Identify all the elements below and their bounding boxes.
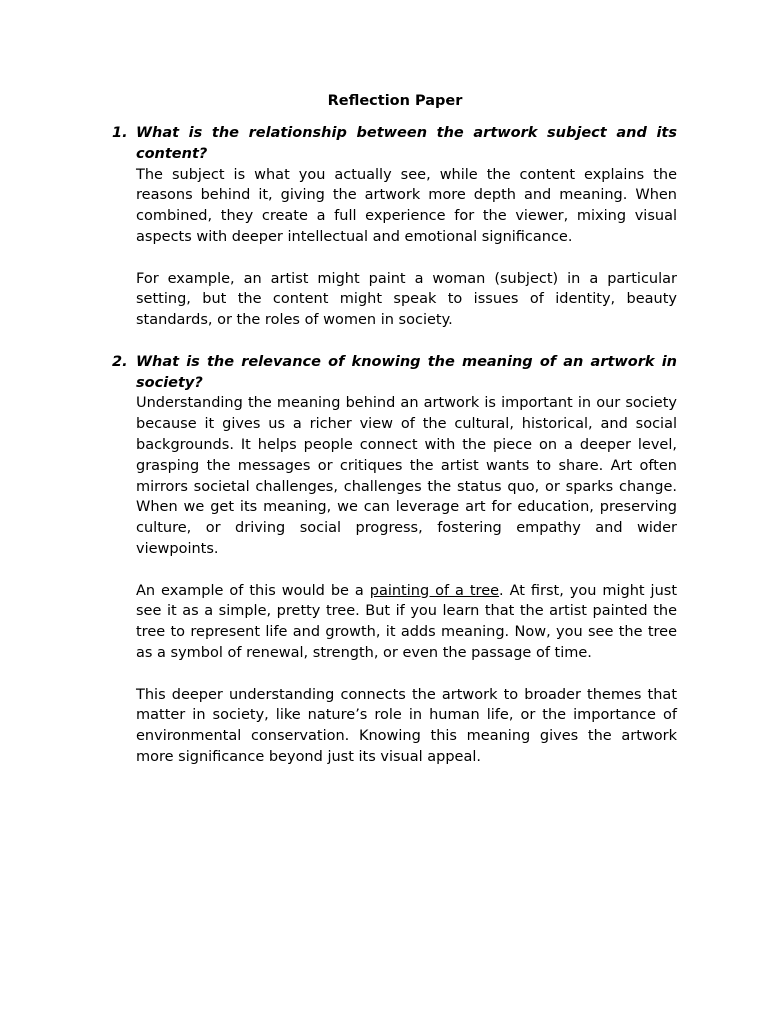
page-title: Reflection Paper (327, 93, 463, 109)
answer-2-paragraph-3: This deeper understanding connects the artwork to broader themes that matter in society, like nature’s role in human life, or the importance of environmental conservation. Knowing this meaning gives the artwork more significance beyond just its visual appeal. (136, 686, 677, 765)
question-1-number: 1. (112, 125, 128, 141)
paragraph-gap (112, 664, 677, 685)
document-body (112, 123, 677, 768)
answer-1-paragraph-1: The subject is what you actually see, while the content explains the reasons behind it, giving the artwork more depth and meaning. When combined, they create a full experience for the viewer, mixing visual aspects with deeper intellectual and emotional significance. (136, 166, 677, 245)
answer-2-paragraph-2-before: An example of this would be a (136, 582, 370, 599)
paragraph-gap (112, 331, 677, 352)
answer-2-paragraph-1: Understanding the meaning behind an artwork is important in our society because it gives us a richer view of the cultural, historical, and social backgrounds. It helps people connect with the piece on a deeper level, grasping the messages or critiques the artist wants to share. Art often mirrors societal challenges, challenges the status quo, or sparks change. When we get its meaning, we can leverage art for education, preserving culture, or driving social progress, fostering empathy and wider viewpoints. (136, 395, 677, 557)
question-2-number: 2. (112, 353, 128, 370)
question-2 (112, 352, 677, 394)
question-1-text: What is the relationship between the artwork subject and its content? (136, 125, 677, 162)
question-2-text: What is the relevance of knowing the meaning of an artwork in society? (136, 353, 677, 391)
answer-1-paragraph-2: For example, an artist might paint a woman (subject) in a particular setting, but the content might speak to issues of identity, beauty standards, or the roles of women in society. (136, 270, 677, 329)
painting-of-a-tree-link[interactable]: painting of a tree (369, 582, 500, 599)
paragraph-gap (112, 248, 677, 269)
answer-2-paragraph-2-after: . At first, you might just see it as a simple, pretty tree. But if you learn that the artist painted the tree to represent life and growth, it adds meaning. Now, you see the tree as a symbol of renewal, strength, or even the passage of time. (136, 582, 678, 661)
question-1 (112, 123, 677, 165)
paragraph-gap (112, 560, 677, 581)
answer-2-paragraph-2 (136, 581, 677, 664)
